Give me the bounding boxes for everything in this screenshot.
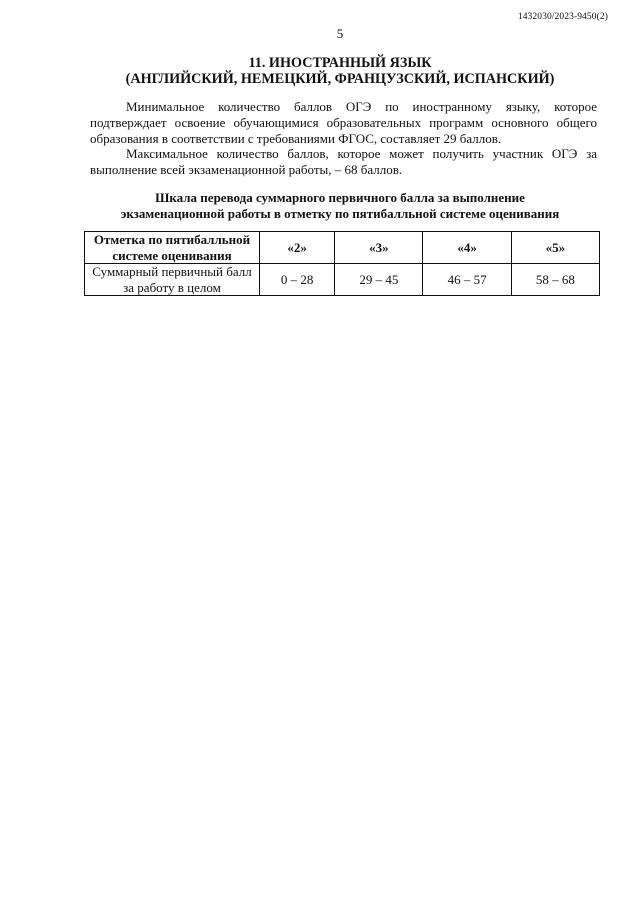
score-row-label-line-2: за работу в целом xyxy=(123,279,221,295)
section-title-line-2: (АНГЛИЙСКИЙ, НЕМЕЦКИЙ, ФРАНЦУЗСКИЙ, ИСПАНСКИЙ) xyxy=(125,71,555,87)
score-range-grade-2: 0 – 28 xyxy=(260,264,335,296)
grade-4-cell: «4» xyxy=(423,232,511,264)
min-score-paragraph: Минимальное количество баллов ОГЭ по иностранному языку, которое подтверждает освоение обучающимися образовательных программ основного общего образования в соответствии с требованиями ФГОС, составляет 29 баллов. xyxy=(90,99,597,146)
table-caption-line-2: экзаменационной работы в отметку по пятибалльной системе оценивания xyxy=(120,205,560,221)
table-caption xyxy=(0,190,640,221)
score-row-label xyxy=(85,264,260,296)
score-range-grade-4: 46 – 57 xyxy=(423,264,511,296)
document-id: 1432030/2023-9450(2) xyxy=(517,12,608,22)
grade-5-cell: «5» xyxy=(511,232,599,264)
section-title xyxy=(0,55,640,87)
score-row-label-line-1: Суммарный первичный балл xyxy=(92,264,252,279)
max-score-paragraph: Максимальное количество баллов, которое может получить участник ОГЭ за выполнение всей экзаменационной работы, – 68 баллов. xyxy=(90,146,597,177)
grade-2-cell: «2» xyxy=(260,232,335,264)
score-range-row xyxy=(85,264,600,296)
table-caption-line-1: Шкала перевода суммарного первичного балла за выполнение xyxy=(155,190,525,205)
grade-conversion-table xyxy=(84,231,600,296)
score-range-grade-5: 58 – 68 xyxy=(511,264,599,296)
page-number: 5 xyxy=(336,26,344,41)
grade-header-label-line-1: Отметка по пятибалльной xyxy=(93,232,251,247)
grade-3-cell: «3» xyxy=(335,232,423,264)
section-title-line-1: 11. ИНОСТРАННЫЙ ЯЗЫК xyxy=(248,55,432,71)
grade-header-label xyxy=(85,232,260,264)
grade-header-label-line-2: системе оценивания xyxy=(112,247,232,263)
score-range-grade-3: 29 – 45 xyxy=(335,264,423,296)
grade-header-row xyxy=(85,232,600,264)
